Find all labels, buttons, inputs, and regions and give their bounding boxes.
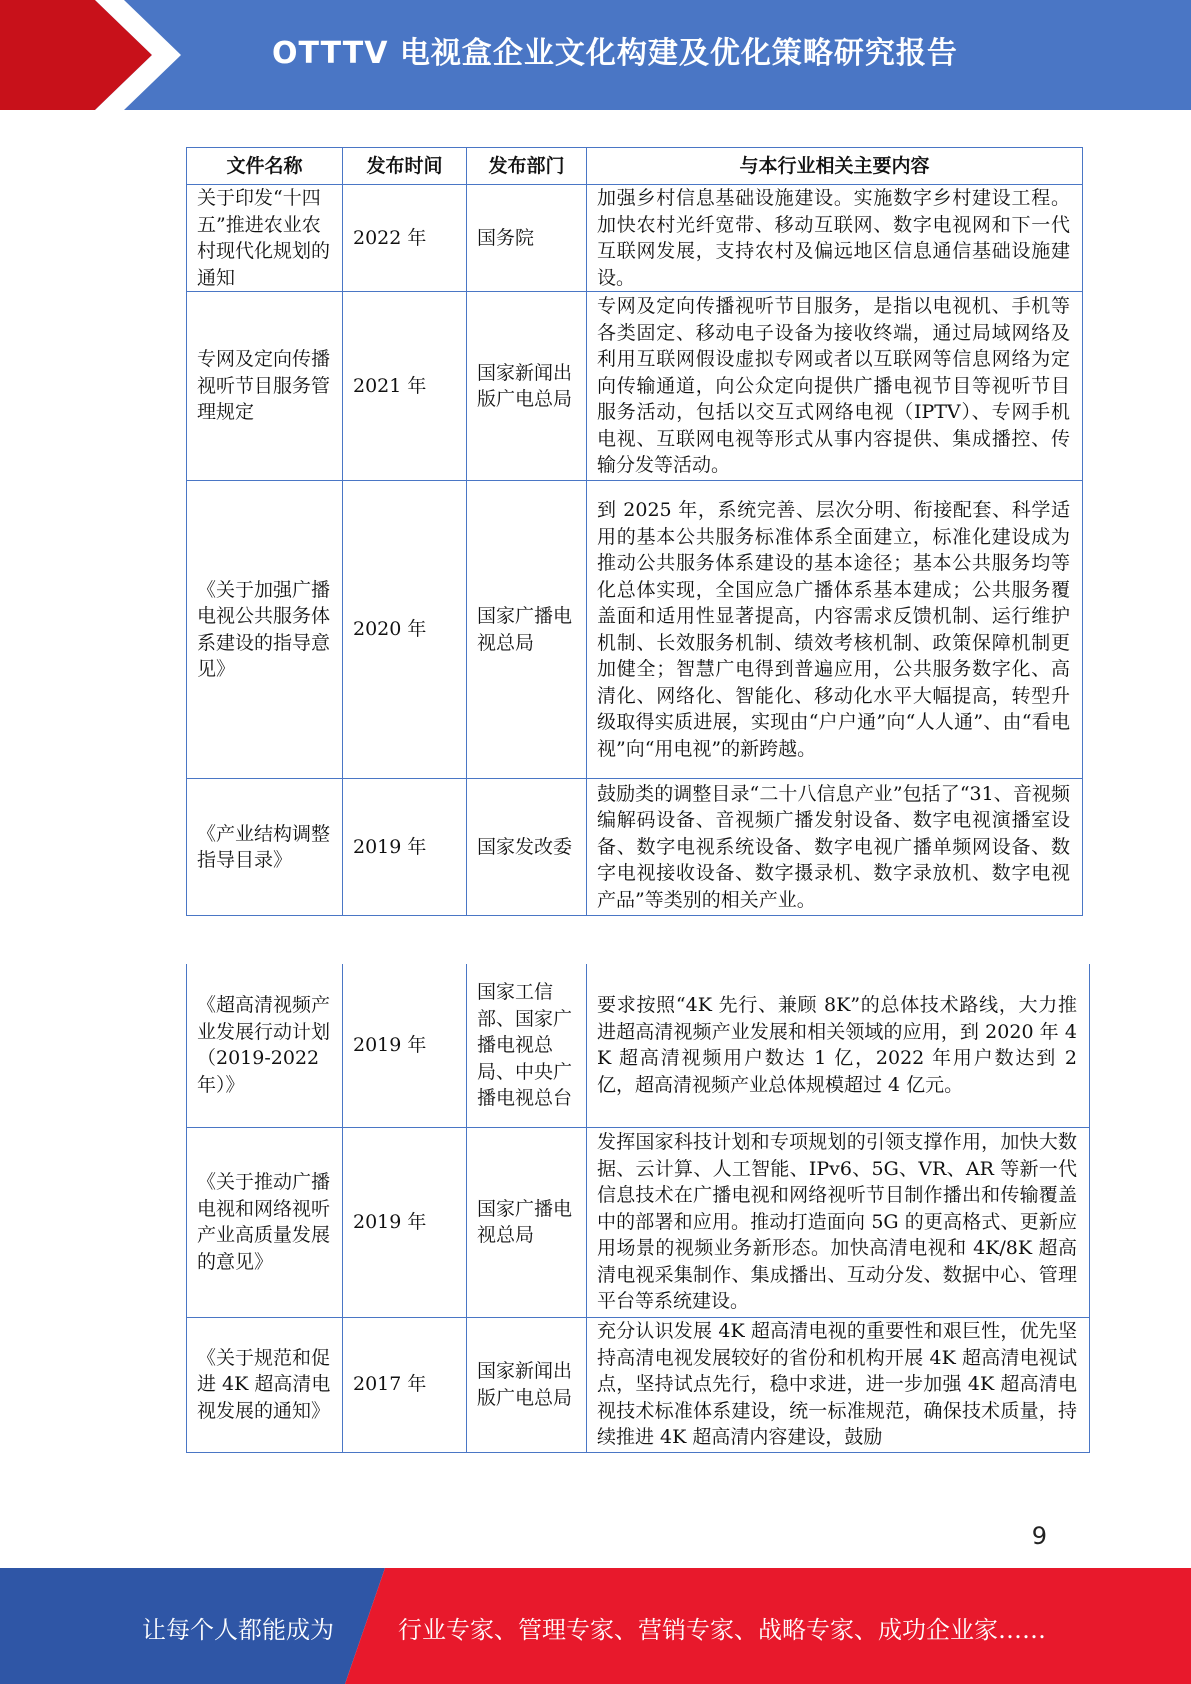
column-header-content: 与本行业相关主要内容: [587, 148, 1083, 185]
doc-name: 《关于规范和促进 4K 超高清电视发展的通知》: [187, 1317, 343, 1452]
table-row: [187, 779, 1083, 916]
publish-time: 2019 年: [343, 779, 467, 916]
main-content: 加强乡村信息基础设施建设。实施数字乡村建设工程。加快农村光纤宽带、移动互联网、数字电视网和下一代互联网发展，支持农村及偏远地区信息通信基础设施建设。: [587, 185, 1083, 292]
table-row: [187, 964, 1090, 1127]
table-row: [187, 481, 1083, 779]
publish-dept: 国家新闻出版广电总局: [467, 1317, 587, 1452]
main-content: 要求按照“4K 先行、兼顾 8K”的总体技术路线，大力推进超高清视频产业发展和相关领域的应用，到 2020 年 4K 超高清视频用户数达 1 亿，2022 年用户数达到 2 亿，超高清视频产业总体规模超过 4 亿元。: [587, 964, 1090, 1127]
policy-table-part1: [186, 147, 1083, 916]
page-header: [0, 0, 1191, 110]
main-content: 鼓励类的调整目录“二十八信息产业”包括了“31、音视频编解码设备、音视频广播发射设备、数字电视演播室设备、数字电视系统设备、数字电视广播单频网设备、数字电视接收设备、数字摄录机、数字录放机、数字电视产品”等类别的相关产业。: [587, 779, 1083, 916]
report-title: OTTTV 电视盒企业文化构建及优化策略研究报告: [272, 36, 958, 71]
publish-time: 2021 年: [343, 292, 467, 481]
footer-slogan-right: 行业专家、管理专家、营销专家、战略专家、成功企业家……: [398, 1616, 1046, 1644]
table-header-row: [187, 148, 1083, 185]
publish-dept: 国家新闻出版广电总局: [467, 292, 587, 481]
doc-name: 《关于推动广播电视和网络视听产业高质量发展的意见》: [187, 1127, 343, 1317]
table-row: [187, 185, 1083, 292]
publish-dept: 国家工信部、国家广播电视总局、中央广播电视总台: [467, 964, 587, 1127]
doc-name: 关于印发“十四五”推进农业农村现代化规划的通知: [187, 185, 343, 292]
publish-time: 2017 年: [343, 1317, 467, 1452]
publish-time: 2020 年: [343, 481, 467, 779]
doc-name: 《关于加强广播电视公共服务体系建设的指导意见》: [187, 481, 343, 779]
policy-table-part2: [186, 964, 1090, 1453]
table-row: [187, 292, 1083, 481]
page-footer: [0, 1568, 1191, 1684]
table-row: [187, 1127, 1090, 1317]
main-content: 充分认识发展 4K 超高清电视的重要性和艰巨性，优先坚持高清电视发展较好的省份和机构开展 4K 超高清电视试点，坚持试点先行，稳中求进，进一步加强 4K 超高清电视技术标准体系建设，统一标准规范，确保技术质量，持续推进 4K 超高清内容建设，鼓励: [587, 1317, 1090, 1452]
column-header-dept: 发布部门: [467, 148, 587, 185]
publish-dept: 国家发改委: [467, 779, 587, 916]
main-content: 专网及定向传播视听节目服务，是指以电视机、手机等各类固定、移动电子设备为接收终端，通过局域网络及利用互联网假设虚拟专网或者以互联网等信息网络为定向传输通道，向公众定向提供广播电视节目等视听节目服务活动，包括以交互式网络电视（IPTV）、专网手机电视、互联网电视等形式从事内容提供、集成播控、传输分发等活动。: [587, 292, 1083, 481]
footer-slogan-left: 让每个人都能成为: [142, 1616, 334, 1644]
publish-dept: 国家广播电视总局: [467, 481, 587, 779]
doc-name: 《超高清视频产业发展行动计划（2019-2022年）》: [187, 964, 343, 1127]
publish-dept: 国务院: [467, 185, 587, 292]
publish-time: 2019 年: [343, 1127, 467, 1317]
main-content: 到 2025 年，系统完善、层次分明、衔接配套、科学适用的基本公共服务标准体系全面建立，标准化建设成为推动公共服务体系建设的基本途径；基本公共服务均等化总体实现，全国应急广播体系基本建成；公共服务覆盖面和适用性显著提高，内容需求反馈机制、运行维护机制、长效服务机制、绩效考核机制、政策保障机制更加健全；智慧广电得到普遍应用，公共服务数字化、高清化、网络化、智能化、移动化水平大幅提高，转型升级取得实质进展，实现由“户户通”向“人人通”、由“看电视”向“用电视”的新跨越。: [587, 481, 1083, 779]
publish-time: 2019 年: [343, 964, 467, 1127]
column-header-name: 文件名称: [187, 148, 343, 185]
table-row: [187, 1317, 1090, 1452]
doc-name: 《产业结构调整指导目录》: [187, 779, 343, 916]
doc-name: 专网及定向传播视听节目服务管理规定: [187, 292, 343, 481]
publish-time: 2022 年: [343, 185, 467, 292]
publish-dept: 国家广播电视总局: [467, 1127, 587, 1317]
page-number: 9: [1031, 1522, 1047, 1550]
main-content: 发挥国家科技计划和专项规划的引领支撑作用，加快大数据、云计算、人工智能、IPv6、5G、VR、AR 等新一代信息技术在广播电视和网络视听节目制作播出和传输覆盖中的部署和应用。推动打造面向 5G 的更高格式、更新应用场景的视频业务新形态。加快高清电视和 4K/8K 超高清电视采集制作、集成播出、互动分发、数据中心、管理平台等系统建设。: [587, 1127, 1090, 1317]
column-header-time: 发布时间: [343, 148, 467, 185]
